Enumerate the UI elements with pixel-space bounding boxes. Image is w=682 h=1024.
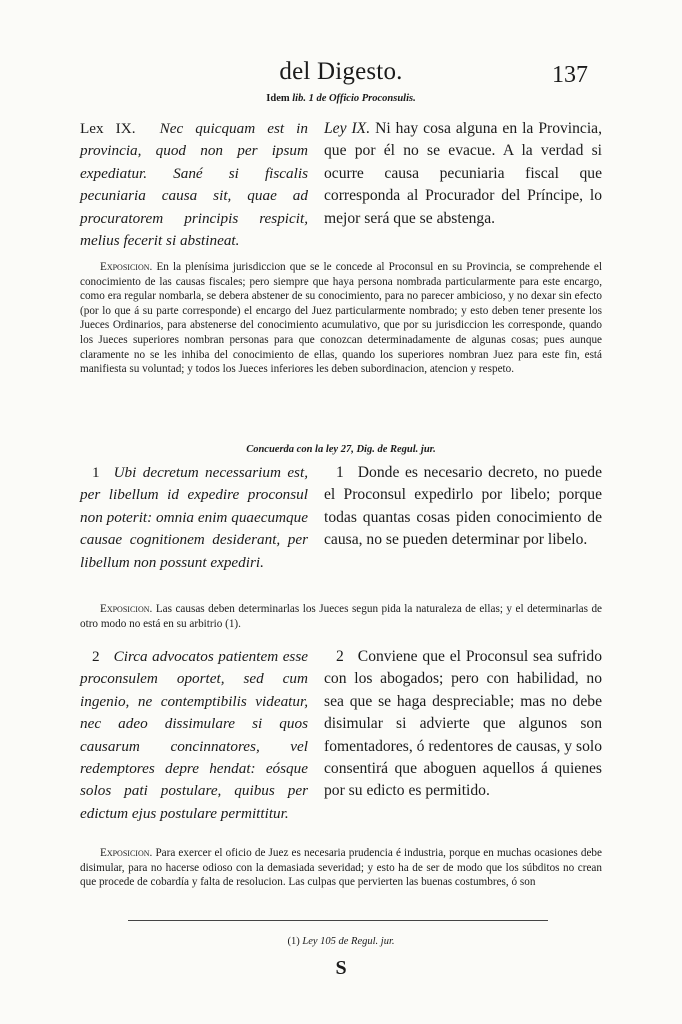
para2-spanish-text: Conviene que el Proconsul sea sufrido con los abogados; pero con habilidad, no sea que se haga despreciable; mas no debe disimular si advierte que algunos son fomentadores, ó redentores de causas, y solo consentirá que aboguen aquellos á quienes por su edicto es permitido. [324,648,602,800]
footnote [0,936,682,947]
signature-mark: S [335,957,347,979]
para1-number: 1 [92,464,100,481]
para1-spanish-text: Donde es necesario decreto, no puede el Proconsul expedirlo por libelo; porque todas quantas cosas piden conocimiento de causa, no se pueden determinar por libelo. [324,464,602,549]
exposicion-label: Exposicion. [100,261,153,273]
exposicion-label: Exposicion. [100,847,153,859]
exposicion-text: En la plenísima jurisdiccion que se le concede al Proconsul en su Provincia, se comprehende el conocimiento de las causas fiscales; pero siempre que haya persona nombrada particularmente para este encargo, como era regular nombarla, se debera abstener de su conocimiento, para no parecer ambicioso, y no dexar sin efecto (por lo que á su parte corresponde) el encargo del Juez particularmente nombrado; y esto deben tener presente los Jueces Ordinarios, para abstenerse del conocimiento acumulativo, que por su jurisdiccion les corresponde, quando los Jueces superiores nombran personas para que conozcan determinadamente de algunas cosas; pues aunque claramente no se les inhiba del conocimiento de ellas, quando los superiores nombran Juez para este fin, está manifiesta su voluntad; y todos los Jueces inferiores les deben subordinacion, atencion y respeto. [80,261,603,376]
para2-latin [80,646,308,825]
para2-latin-text: Circa advocatos patientem esse proconsulem oportet, sed cum ingenio, ne contemptibilis videatur, nec adeo dissimulare si quos causarum concinnatores, vel redemptores depre hendat: eósque solos pati postulare, quibus per edictum ejus postulare permittitur. [80,648,308,822]
lex9-spanish [324,118,602,230]
source-reference: lib. 1 de Officio Proconsulis. [292,93,416,104]
footnote-text: Ley 105 de Regul. jur. [302,936,395,947]
para1-latin [80,462,308,574]
source-prefix: Idem [266,93,290,104]
lex9-latin [80,118,308,252]
para2-exposicion [80,846,602,890]
source-line [0,93,682,104]
exposicion-text: Las causas deben determinarlas los Jueces segun pida la naturaleza de ellas; y el determinarlas de otro modo no está en su arbitrio (1). [80,603,603,630]
para1-spanish [324,462,602,552]
para1-exposicion [80,602,602,631]
page-title: del Digesto. [279,58,403,85]
exposicion-text: Para exercer el oficio de Juez es necesaria prudencia é industria, porque en muchas ocasiones debe disimular, para no hacerse odioso con la demasiada severidad; y esto ha de ser de modo que los súbditos no crean que procede de cobardía y falta de resolucion. Las culpas que pervierten las buenas costumbres, ó son [80,847,602,889]
page-number: 137 [552,62,588,88]
concordance-line: Concuerda con la ley 27, Dig. de Regul. jur. [246,444,436,455]
para1-number-es: 1 [336,464,344,481]
lex9-spanish-lead: Ley IX. [324,120,371,137]
lex9-latin-lead: Lex IX. [80,120,136,137]
lex9-exposicion [80,260,602,377]
lex9-spanish-text: Ni hay cosa alguna en la Provincia, que por él no se evacue. A la verdad si ocurre causa pecuniaria fiscal que corresponda al Procurador del Príncipe, lo mejor será que se abstenga. [324,120,602,227]
exposicion-label: Exposicion. [100,603,153,615]
para2-number-es: 2 [336,648,344,665]
footnote-marker: (1) [287,936,300,947]
para1-latin-text: Ubi decretum necessarium est, per libellum id expedire proconsul non poterit: omnia enim quaecumque causae cognitionem desiderant, per libellum non possunt expediri. [80,464,308,571]
lex9-latin-text: Nec quicquam est in provincia, quod non per ipsum expediatur. Sané si fiscalis pecuniaria causa sit, quae ad procuratorem principis respicit, melius fecerit si abstineat. [80,120,308,250]
footnote-rule [128,920,548,921]
para2-number: 2 [92,648,100,665]
para2-spanish [324,646,602,803]
